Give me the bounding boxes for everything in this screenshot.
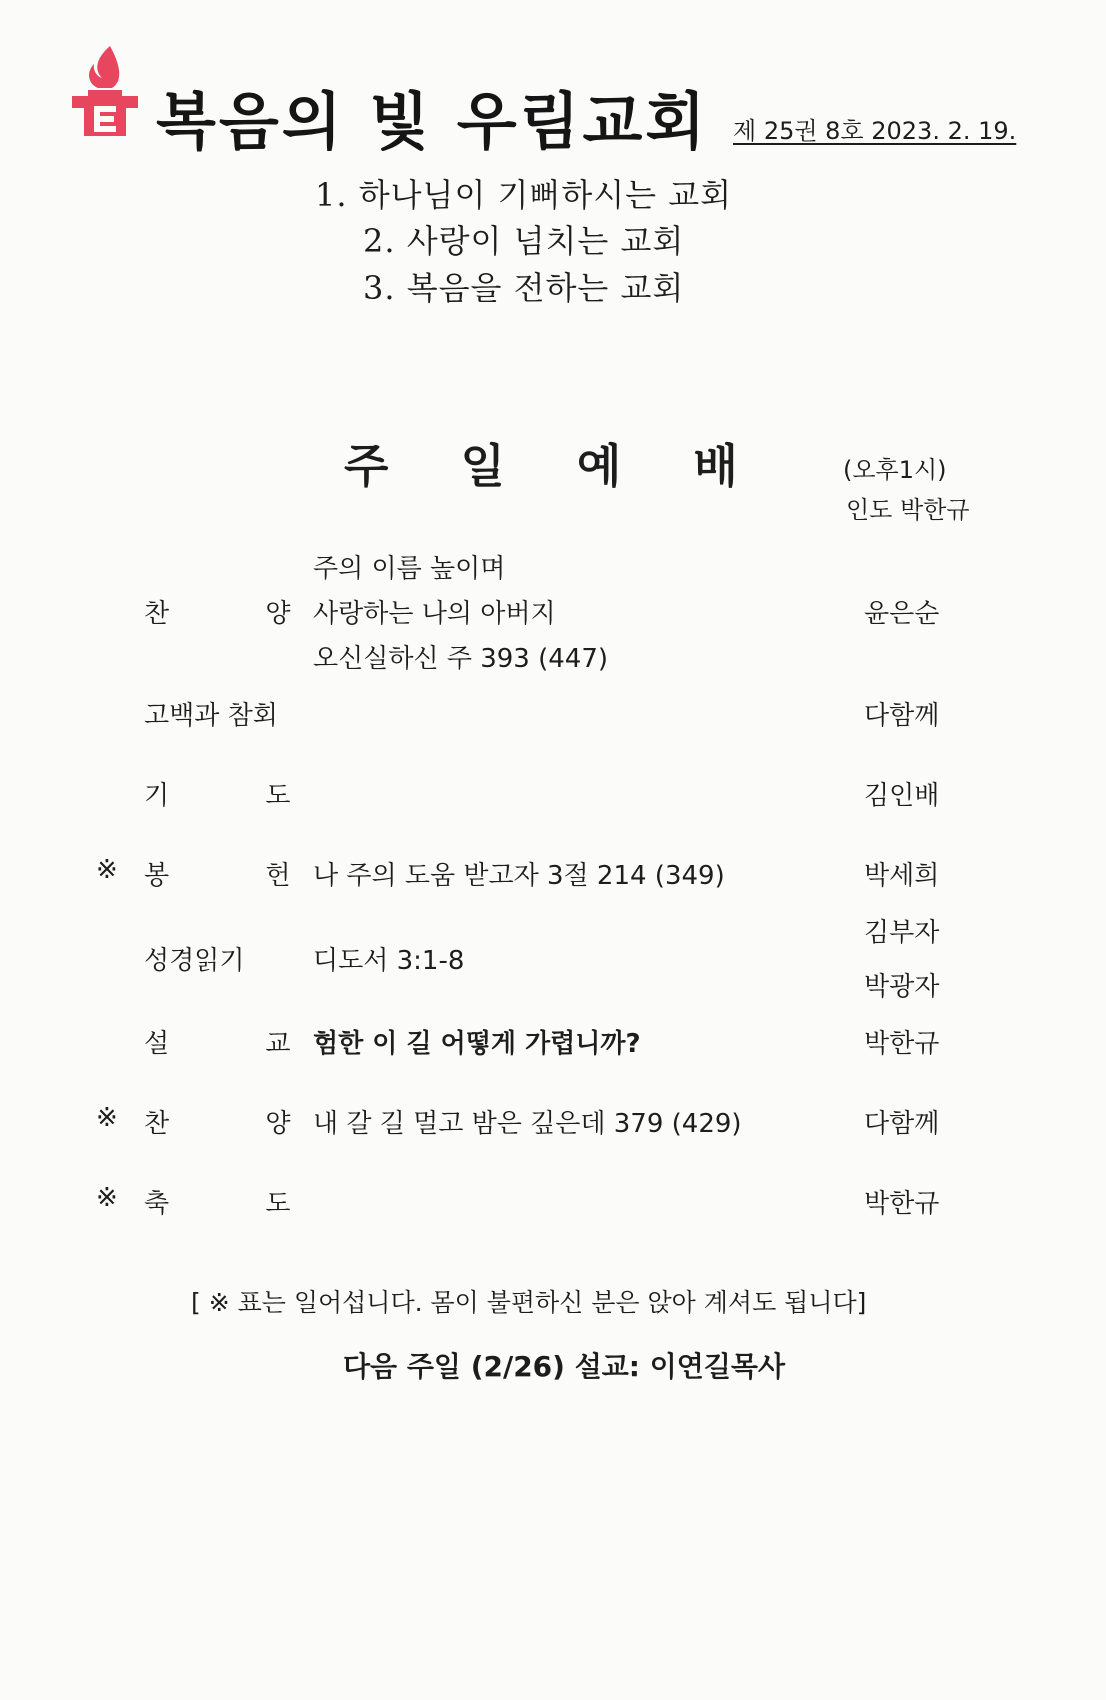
hymn-person: 다함께 (864, 1109, 940, 1139)
church-flame-logo-icon (66, 44, 144, 144)
service-time: (오후1시) (843, 456, 947, 484)
praise-song-2: 사랑하는 나의 아버지 (313, 599, 556, 629)
offering-content: 나 주의 도움 받고자 3절 214 (349) (313, 861, 725, 891)
sermon-label: 설 교 (144, 1029, 335, 1059)
praise-person: 윤은순 (864, 599, 940, 629)
motto-line-1: 1. 하나님이 기뻐하시는 교회 (315, 176, 733, 214)
hymn-content: 내 갈 길 멀고 밤은 깊은데 379 (429) (313, 1109, 742, 1139)
service-leader: 인도 박한규 (846, 496, 970, 524)
praise-song-3: 오신실하신 주 393 (447) (313, 644, 609, 674)
confession-person: 다함께 (864, 701, 940, 731)
offering-label: 봉 헌 (144, 861, 335, 891)
standing-mark: ※ (96, 1183, 118, 1213)
issue-info: 제 25권 8호 2023. 2. 19. (733, 117, 1017, 145)
motto-line-3: 3. 복음을 전하는 교회 (363, 269, 685, 307)
prayer-person: 김인배 (864, 781, 940, 811)
motto-line-2: 2. 사랑이 넘치는 교회 (363, 222, 685, 260)
hymn-label: 찬 양 (144, 1109, 335, 1139)
benediction-person: 박한규 (864, 1189, 940, 1219)
praise-song-1: 주의 이름 높이며 (313, 554, 506, 584)
confession-label: 고백과 참회 (144, 701, 278, 731)
reading-label: 성경읽기 (144, 946, 245, 976)
prayer-label: 기 도 (144, 781, 335, 811)
sermon-title: 험한 이 길 어떻게 가렵니까? (313, 1029, 641, 1059)
standing-mark: ※ (96, 855, 118, 885)
standing-notice: [ ※ 표는 일어섭니다. 몸이 불편하신 분은 앉아 계셔도 됩니다] (191, 1288, 867, 1317)
service-title: 주 일 예 배 (344, 439, 766, 493)
standing-mark: ※ (96, 1103, 118, 1133)
reading-person-2: 박광자 (864, 972, 940, 1002)
church-name: 복음의 빛 우림교회 (156, 85, 709, 158)
next-week-sermon: 다음 주일 (2/26) 설교: 이연길목사 (343, 1350, 785, 1383)
praise-label: 찬 양 (144, 599, 335, 629)
benediction-label: 축 도 (144, 1189, 335, 1219)
sermon-person: 박한규 (864, 1029, 940, 1059)
reading-content: 디도서 3:1-8 (313, 946, 465, 976)
offering-person: 박세희 (864, 861, 940, 891)
reading-person-1: 김부자 (864, 918, 940, 948)
